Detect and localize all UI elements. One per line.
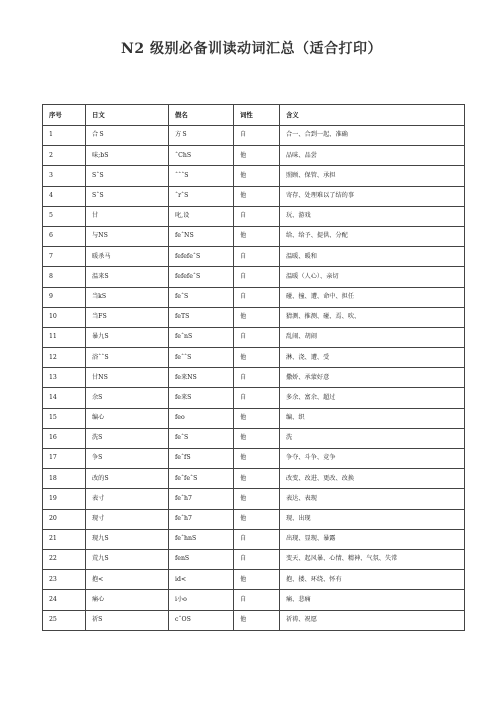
table-row [43, 287, 465, 307]
table-row [43, 307, 465, 327]
cell-meaning: 改变、改进、更改、改换 [280, 469, 465, 489]
cell-part-of-speech: 自 [234, 287, 280, 307]
cell-meaning: 现、出现 [280, 509, 465, 529]
cell-index: 10 [43, 307, 86, 327]
cell-meaning: 祈祷、祝愿 [280, 610, 465, 630]
cell-japanese: 余S [86, 388, 169, 408]
table-row [43, 388, 465, 408]
cell-kana: feˆfS [169, 449, 234, 469]
cell-part-of-speech: 他 [234, 186, 280, 206]
cell-part-of-speech: 他 [234, 570, 280, 590]
cell-part-of-speech: 自 [234, 126, 280, 146]
cell-japanese: 洗S [86, 428, 169, 448]
table-row [43, 368, 465, 388]
cell-index: 16 [43, 428, 86, 448]
cell-japanese: 甘 [86, 206, 169, 226]
cell-japanese: 争S [86, 449, 169, 469]
cell-part-of-speech: 他 [234, 489, 280, 509]
cell-index: 13 [43, 368, 86, 388]
cell-kana: fe来S [169, 388, 234, 408]
cell-meaning: 洗 [280, 428, 465, 448]
cell-meaning: 撒娇、承蒙好意 [280, 368, 465, 388]
table-row [43, 469, 465, 489]
cell-kana: fefefeˆS [169, 267, 234, 287]
table-row [43, 146, 465, 166]
cell-meaning: 寄存、处理难以了结的事 [280, 186, 465, 206]
cell-index: 17 [43, 449, 86, 469]
cell-japanese: 祈S [86, 610, 169, 630]
cell-index: 24 [43, 590, 86, 610]
cell-part-of-speech: 他 [234, 146, 280, 166]
cell-part-of-speech: 他 [234, 348, 280, 368]
cell-meaning: 猜测、推测、碰、焉、吹、 [280, 307, 465, 327]
cell-index: 15 [43, 408, 86, 428]
cell-part-of-speech: 他 [234, 509, 280, 529]
table-row [43, 509, 465, 529]
header-row [43, 105, 465, 126]
cell-index: 25 [43, 610, 86, 630]
cell-part-of-speech: 自 [234, 590, 280, 610]
table-row [43, 247, 465, 267]
cell-index: 4 [43, 186, 86, 206]
cell-index: 8 [43, 267, 86, 287]
cell-japanese: 甘NS [86, 368, 169, 388]
table-row [43, 206, 465, 226]
cell-meaning: 照顾、保管、承担 [280, 166, 465, 186]
table-row [43, 327, 465, 347]
table-row [43, 610, 465, 630]
cell-index: 2 [43, 146, 86, 166]
cell-japanese: 现九S [86, 529, 169, 549]
cell-kana: feˆfeˆS [169, 469, 234, 489]
table-row [43, 570, 465, 590]
cell-kana: feˆhnS [169, 529, 234, 549]
cell-part-of-speech: 自 [234, 247, 280, 267]
table-row [43, 166, 465, 186]
cell-part-of-speech: 自 [234, 388, 280, 408]
cell-index: 22 [43, 549, 86, 569]
table-row [43, 449, 465, 469]
cell-part-of-speech: 他 [234, 428, 280, 448]
cell-kana: fenS [169, 549, 234, 569]
cell-japanese: 表寸 [86, 489, 169, 509]
cell-kana: feˆnS [169, 327, 234, 347]
cell-japanese: 当kS [86, 287, 169, 307]
vocab-table [42, 104, 465, 631]
cell-kana: 方 S [169, 126, 234, 146]
cell-japanese: 暖杀马 [86, 247, 169, 267]
cell-japanese: 当FS [86, 307, 169, 327]
header-kana: 假名 [169, 105, 234, 126]
cell-meaning: 变天、起风暴、心情、精神、气氛、失常 [280, 549, 465, 569]
cell-meaning: 多余、富余、超过 [280, 388, 465, 408]
table-row [43, 428, 465, 448]
cell-index: 3 [43, 166, 86, 186]
cell-japanese: 浴ˆˆS [86, 348, 169, 368]
cell-kana: i小o [169, 590, 234, 610]
header-japanese: 日文 [86, 105, 169, 126]
cell-part-of-speech: 他 [234, 307, 280, 327]
cell-japanese: 合 S [86, 126, 169, 146]
cell-japanese: 抱< [86, 570, 169, 590]
cell-part-of-speech: 他 [234, 166, 280, 186]
cell-index: 11 [43, 327, 86, 347]
cell-index: 19 [43, 489, 86, 509]
cell-index: 18 [43, 469, 86, 489]
cell-kana: ˆˆˆS [169, 166, 234, 186]
table-row [43, 126, 465, 146]
cell-meaning: 淋、浇、遭、受 [280, 348, 465, 368]
cell-meaning: 品味、品尝 [280, 146, 465, 166]
cell-index: 23 [43, 570, 86, 590]
cell-meaning: 痛、悲痛 [280, 590, 465, 610]
cell-meaning: 编、织 [280, 408, 465, 428]
table-row [43, 549, 465, 569]
cell-japanese: 现寸 [86, 509, 169, 529]
cell-kana: id< [169, 570, 234, 590]
table-row [43, 408, 465, 428]
cell-kana: feˆS [169, 287, 234, 307]
table-row [43, 226, 465, 246]
cell-japanese: SˆS [86, 186, 169, 206]
cell-japanese: 味;bS [86, 146, 169, 166]
cell-kana: cˆOS [169, 610, 234, 630]
cell-meaning: 玩、游戏 [280, 206, 465, 226]
cell-kana: ˆChS [169, 146, 234, 166]
cell-part-of-speech: 自 [234, 549, 280, 569]
cell-index: 5 [43, 206, 86, 226]
cell-index: 7 [43, 247, 86, 267]
cell-japanese: 荒九S [86, 549, 169, 569]
table-row [43, 348, 465, 368]
cell-meaning: 表达、表现 [280, 489, 465, 509]
cell-kana: fe来NS [169, 368, 234, 388]
cell-part-of-speech: 他 [234, 469, 280, 489]
page-title: N2 级别必备训读动词汇总（适合打印） [121, 41, 382, 57]
cell-meaning: 温暖、暖和 [280, 247, 465, 267]
cell-japanese: 痛心 [86, 590, 169, 610]
cell-japanese: 温来S [86, 267, 169, 287]
cell-kana: feˆˆS [169, 348, 234, 368]
table-row [43, 590, 465, 610]
cell-part-of-speech: 自 [234, 206, 280, 226]
cell-part-of-speech: 自 [234, 368, 280, 388]
cell-kana: 叱,设 [169, 206, 234, 226]
cell-part-of-speech: 他 [234, 610, 280, 630]
cell-kana: ˆrˆS [169, 186, 234, 206]
cell-index: 14 [43, 388, 86, 408]
header-part-of-speech: 词性 [234, 105, 280, 126]
cell-meaning: 给、给予、提供、分配 [280, 226, 465, 246]
cell-part-of-speech: 自 [234, 267, 280, 287]
cell-kana: fefefeˆS [169, 247, 234, 267]
cell-kana: feTS [169, 307, 234, 327]
cell-index: 12 [43, 348, 86, 368]
cell-part-of-speech: 他 [234, 408, 280, 428]
cell-meaning: 抱、搂、环绕、怀有 [280, 570, 465, 590]
cell-japanese: 改的S [86, 469, 169, 489]
cell-meaning: 争夺、斗争、竞争 [280, 449, 465, 469]
cell-meaning: 乱闹、胡闹 [280, 327, 465, 347]
cell-part-of-speech: 他 [234, 226, 280, 246]
cell-kana: feˆS [169, 428, 234, 448]
cell-japanese: SˆS [86, 166, 169, 186]
table-row [43, 186, 465, 206]
cell-japanese: 编心 [86, 408, 169, 428]
cell-part-of-speech: 自 [234, 529, 280, 549]
table-body [43, 126, 465, 631]
cell-japanese: 与NS [86, 226, 169, 246]
cell-meaning: 温暖（人心）、亲切 [280, 267, 465, 287]
cell-index: 1 [43, 126, 86, 146]
cell-kana: feˆNS [169, 226, 234, 246]
cell-index: 6 [43, 226, 86, 246]
cell-meaning: 碰、撞、遭、命中、担任 [280, 287, 465, 307]
cell-japanese: 暴九S [86, 327, 169, 347]
cell-index: 20 [43, 509, 86, 529]
header-meaning: 含义 [280, 105, 465, 126]
cell-meaning: 出现、显现、暴露 [280, 529, 465, 549]
table-row [43, 529, 465, 549]
cell-meaning: 合一、合到一起、准确 [280, 126, 465, 146]
cell-kana: feo [169, 408, 234, 428]
cell-kana: feˆh7 [169, 509, 234, 529]
cell-part-of-speech: 他 [234, 449, 280, 469]
table-row [43, 489, 465, 509]
cell-kana: feˆh7 [169, 489, 234, 509]
table-row [43, 267, 465, 287]
cell-part-of-speech: 自 [234, 327, 280, 347]
cell-index: 9 [43, 287, 86, 307]
cell-index: 21 [43, 529, 86, 549]
header-index: 序号 [43, 105, 86, 126]
